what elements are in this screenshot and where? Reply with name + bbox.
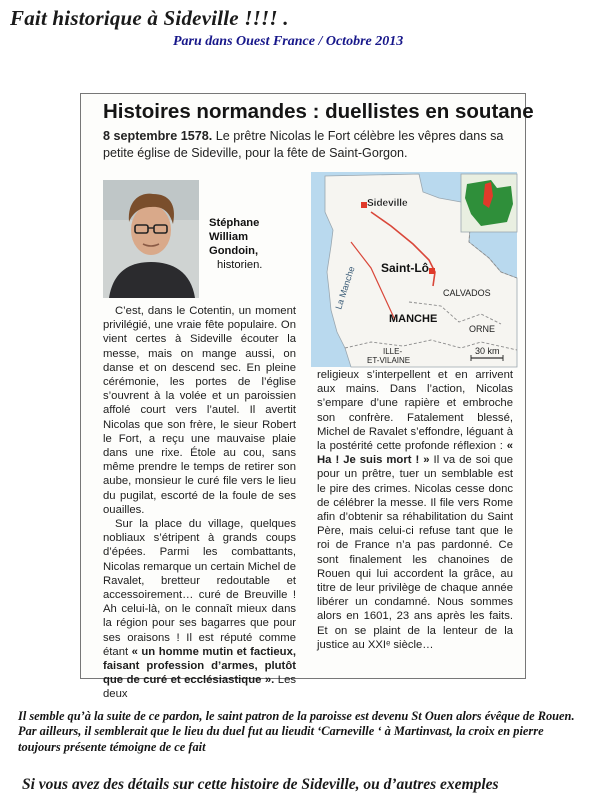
article-column-1 <box>103 304 296 702</box>
page-subtitle: Paru dans Ouest France / Octobre 2013 <box>173 34 404 49</box>
bottom-call-to-action: Si vous avez des détails sur cette histoire de Sideville, ou d’autres exemples <box>22 776 499 793</box>
col1-paragraph-2 <box>103 517 296 702</box>
map-label-la-manche: La Manche <box>333 265 357 311</box>
newspaper-clipping <box>80 93 534 701</box>
map-label-calvados: CALVADOS <box>443 288 491 298</box>
map-scale-label: 30 km <box>475 346 500 356</box>
map-label-ille: ILLE- <box>383 347 403 356</box>
map-label-vilaine: ET-VILAINE <box>367 356 411 365</box>
normandy-map <box>311 172 517 367</box>
saint-lo-marker <box>429 268 435 274</box>
author-portrait-image <box>103 180 199 298</box>
col2-text-b: Il va de soi que pour un prêtre, tuer un semblable est le pire des crimes. Nicolas cesse donc de célébrer la messe. Il file vers Rome afin d’obtenir sa réhabilitation du Saint Père, mais celui-ci refuse tant que le roi de France n’a pas pardonné. Ce sont finalement les chanoines de Rouen qui lui accordent la grâce, au titre de leur privilège de chaque année libérer un condamné. Nous sommes alors en 1601, 23 ans après les faits. Et on se plaint de la lenteur de la justice au XXIᵉ siècle… <box>317 454 513 651</box>
col2-paragraph <box>317 368 513 652</box>
col1-quote: « un homme mutin et factieux, faisant profession d’armes, plutôt que de curé et ecclésiastique ». <box>103 645 296 687</box>
commentary-note: Il semble qu’à la suite de ce pardon, le saint patron de la paroisse est devenu St Ouen alors évêque de Rouen. Par ailleurs, il semblerait que le lieu du duel fut au lieudit ‘Carneville ‘ à Martinvast, la croix en pierre toujours présente témoigne de ce fait <box>18 709 575 754</box>
map-label-manche: MANCHE <box>389 313 438 325</box>
lead-text: Le prêtre Nicolas le Fort célèbre les vêpres dans sa petite église de Sideville, pour la fête de Saint-Gorgon. <box>103 129 504 160</box>
article-headline: Histoires normandes : duellistes en soutane <box>103 100 534 123</box>
lead-date: 8 septembre 1578. <box>103 129 213 143</box>
article-column-2 <box>317 368 513 652</box>
page-title: Fait historique à Sideville !!!! . <box>10 6 289 30</box>
col2-text-a: religieux s’interpellent et en arrivent aux mains. Dans l’action, Nicolas s’empare d’une rapière et embroche son confrère. Fatalement blessé, Michel de Ravalet s’effondre, léguant à la postérité cette profonde réflexion : <box>317 369 513 453</box>
col1-p2-end: Les deux <box>103 674 297 701</box>
author-bio <box>209 216 273 272</box>
article-lead <box>103 128 513 162</box>
author-photo <box>103 180 199 298</box>
map-label-saint-lo: Saint-Lô <box>381 261 429 275</box>
region-map <box>311 172 517 367</box>
map-label-orne: ORNE <box>469 324 496 334</box>
col1-paragraph-1: C’est, dans le Cotentin, un moment privilégié, une vraie fête populaire. On vient certes à Sideville écouter la messe, mais on mange aussi, on danse et on descend sec. En pleine cérémonie, les portes de l’église s’ouvrent à la volée et un paroissien affolé court vers l’autel. Il avertit Nicolas que son frère, le sieur Robert le Fort, a reçu une mauvaise plaie dans une rixe. Étole au cou, sans même prendre le temps de retirer son aube, monsieur le curé file vers le lieu du pugilat, escorté de la foule de ses ouailles. <box>103 305 296 516</box>
col2-quote: « Ha ! Je suis mort ! » <box>317 440 513 467</box>
map-label-sideville: Sideville <box>367 198 408 209</box>
author-role: historien. <box>217 259 263 271</box>
author-name: Stéphane William Gondoin, <box>209 217 260 257</box>
col1-p2-text: Sur la place du village, quelques nobliaux s’étripent à grands coups d’épées. Parmi les combattants, Nicolas remarque un certain Michel de Ravalet, bretteur redoutable et accessoirement… curé de Breuville ! Ah celui-là, on le connaît mieux dans la région pour ses bagarres que pour ses oraisons ! Il est réputé comme étant <box>103 518 296 658</box>
